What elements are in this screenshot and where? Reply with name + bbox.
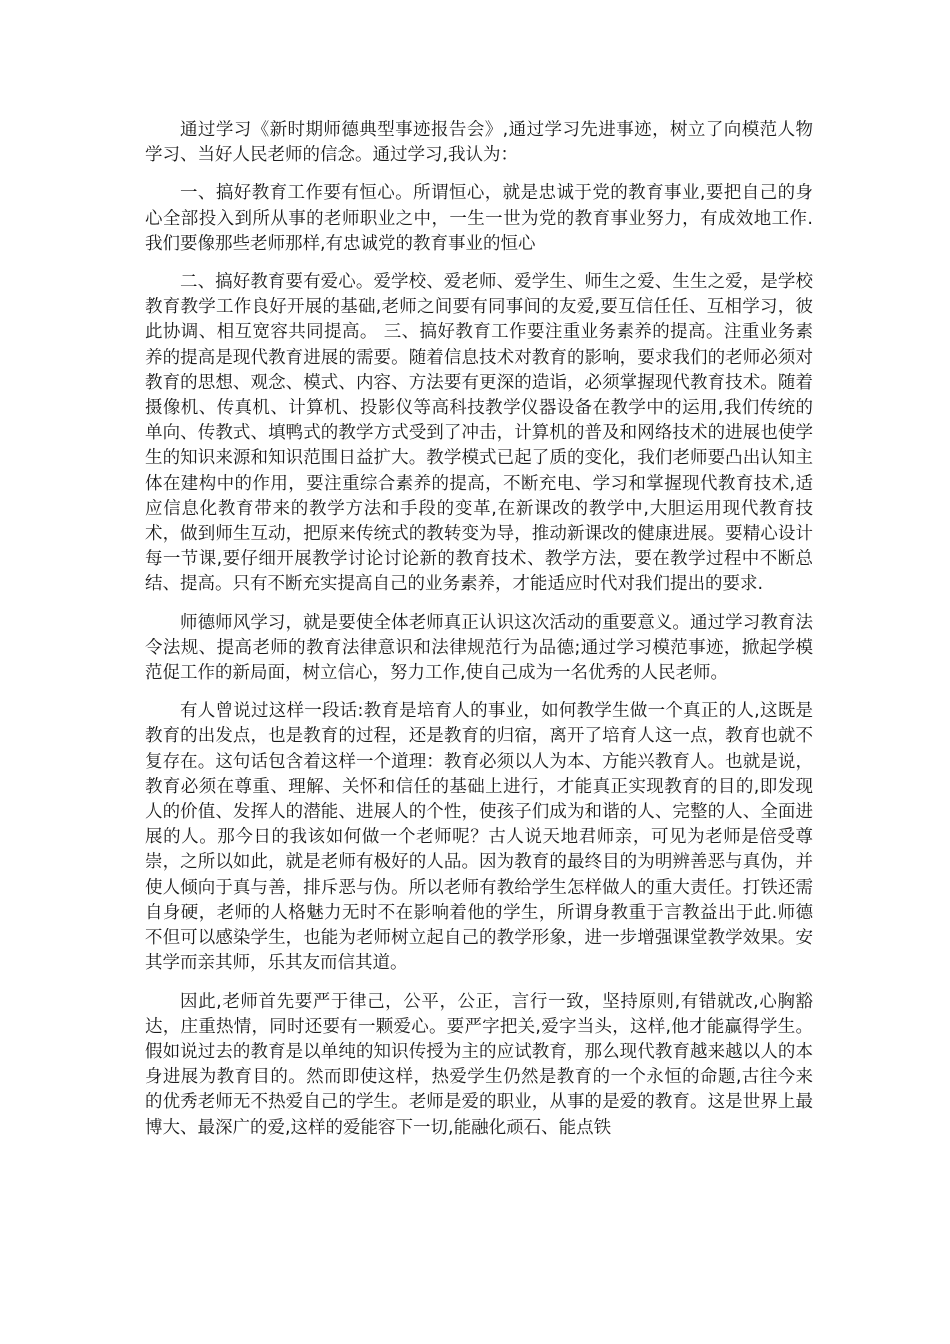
paragraph-love-and-skills: 二、搞好教育要有爱心。爱学校、爱老师、爱学生、师生之爱、生生之爱，是学校教育教学工作良好开展的基础,老师之间要有同事间的友爱,要互信任任、互相学习，彼此协调、相互宽容共同提高。 三、搞好教育工作要注重业务素养的提高。注重业务素养的提高是现代教育进展的需要。随着信息技术对教育的影响，要求我们的老师必须对教育的思想、观念、模式、内容、方法要有更深的造诣，必须掌握现代教育技术。随着摄像机、传真机、计算机、投影仪等高科技教学仪器设备在教学中的运用,我们传统的单向、传教式、填鸭式的教学方式受到了冲击，计算机的普及和网络技术的进展也使学生的知识来源和知识范围日益扩大。教学模式已起了质的变化，我们老师要凸出认知主体在建构中的作用，要注重综合素养的提高，不断充电、学习和掌握现代教育技术,适应信息化教育带来的教学方法和手段的变革,在新课改的教学中,大胆运用现代教育技术，做到师生互动，把原来传统式的教转变为导，推动新课改的健康进展。要精心设计每一节课,要仔细开展教学讨论讨论新的教育技术、教学方法，要在教学过程中不断总结、提高。只有不断充实提高自己的业务素养，才能适应时代对我们提出的要求. — [145, 272, 813, 595]
paragraph-perseverance: 一、搞好教育工作要有恒心。所谓恒心，就是忠诚于党的教育事业,要把自己的身心全部投入到所从事的老师职业之中，一生一世为党的教育事业努力，有成效地工作.我们要像那些老师那样,有忠诚党的教育事业的恒心 — [145, 183, 813, 254]
paragraph-intro: 通过学习《新时期师德典型事迹报告会》,通过学习先进事迹，树立了向模范人物学习、当好人民老师的信念。通过学习,我认为： — [145, 120, 813, 166]
paragraph-teacher-ethics: 师德师风学习，就是要使全体老师真正认识这次活动的重要意义。通过学习教育法令法规、提高老师的教育法律意识和法律规范行为品德;通过学习模范事迹，掀起学模范促工作的新局面，树立信心，努力工作,使自己成为一名优秀的人民老师。 — [145, 612, 813, 684]
paragraph-self-discipline: 因此,老师首先要严于律己，公平，公正，言行一致，坚持原则,有错就改,心胸豁达，庄重热情，同时还要有一颗爱心。要严字把关,爱字当头，这样,他才能赢得学生。假如说过去的教育是以单纯的知识传授为主的应试教育，那么现代教育越来越以人的本身进展为教育目的。然而即使这样，热爱学生仍然是教育的一个永恒的命题,古往今来的优秀老师无不热爱自己的学生。老师是爱的职业，从事的是爱的教育。这是世界上最博大、最深广的爱,这样的爱能容下一切,能融化顽石、能点铁 — [145, 991, 813, 1138]
document-body — [145, 118, 813, 1154]
paragraph-education-purpose: 有人曾说过这样一段话:教育是培育人的事业，如何教学生做一个真正的人,这既是教育的出发点，也是教育的过程，还是教育的归宿，离开了培育人这一点，教育也就不复存在。这句话包含着这样一个道理：教育必须以人为本、方能兴教育人。也就是说，教育必须在尊重、理解、关怀和信任的基础上进行，才能真正实现教育的目的,即发现人的价值、发挥人的潜能、进展人的个性，使孩子们成为和谐的人、完整的人、全面进展的人。那今日的我该如何做一个老师呢？古人说天地君师亲，可见为老师是倍受尊崇，之所以如此，就是老师有极好的人品。因为教育的最终目的为明辨善恶与真伪，并使人倾向于真与善，排斥恶与伪。所以老师有教给学生怎样做人的重大责任。打铁还需自身硬，老师的人格魅力无时不在影响着他的学生，所谓身教重于言教益出于此.师德不但可以感染学生，也能为老师树立起自己的教学形象，进一步增强课堂教学效果。安其学而亲其师，乐其友而信其道。 — [145, 701, 813, 974]
